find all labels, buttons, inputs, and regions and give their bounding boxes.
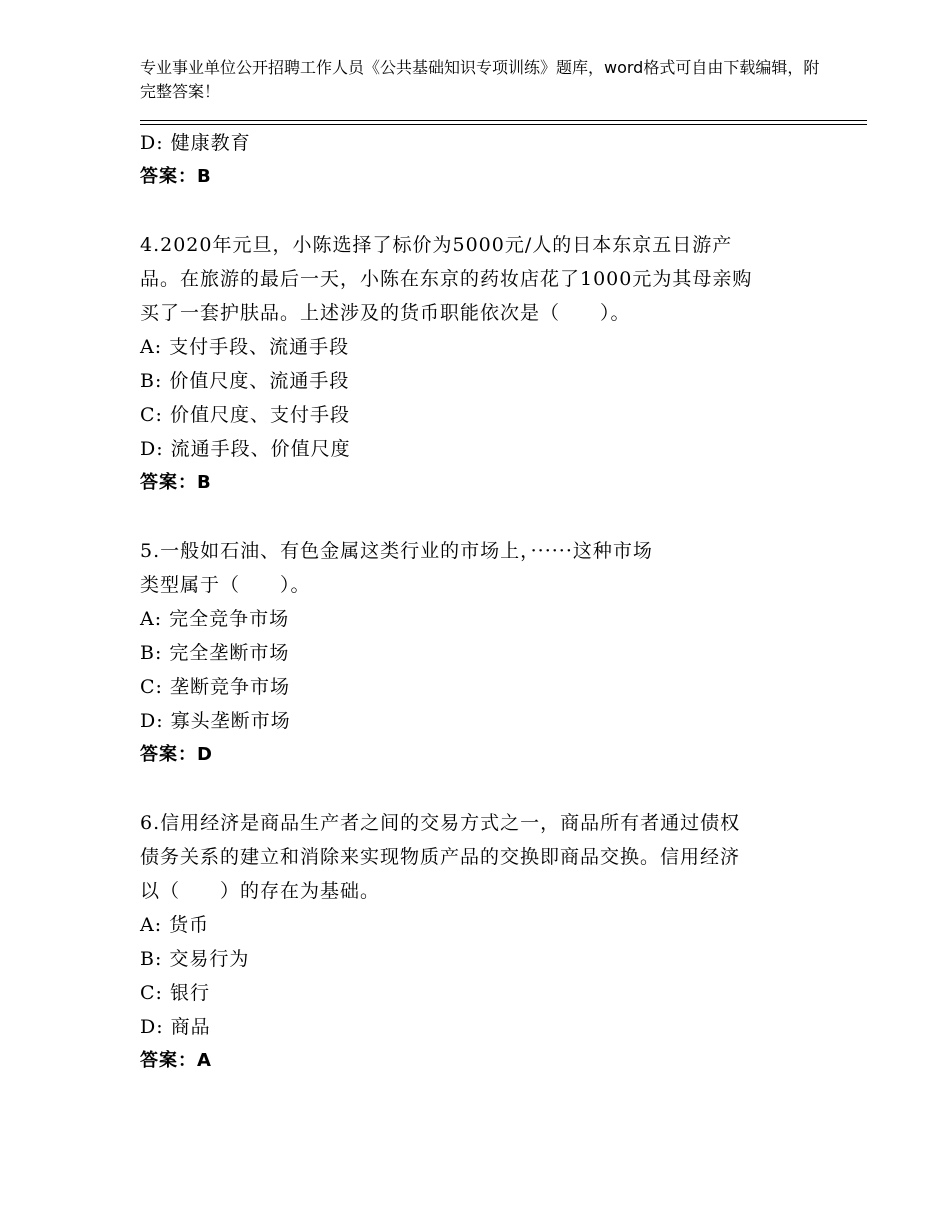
- option-d: D: 商品: [140, 1016, 211, 1038]
- answer: 答案：D: [140, 744, 213, 765]
- question-text-line: 债务关系的建立和消除来实现物质产品的交换即商品交换。信用经济: [140, 846, 741, 868]
- spacer: [140, 500, 820, 534]
- option-b: B: 价值尺度、流通手段: [140, 370, 350, 392]
- question-block: [140, 806, 820, 1078]
- option-c: C: 价值尺度、支付手段: [140, 404, 350, 426]
- option-c: C: 银行: [140, 982, 210, 1004]
- answer: 答案：B: [140, 472, 212, 493]
- question-text-line: 4.2020年元旦，小陈选择了标价为5000元/人的日本东京五日游产: [140, 234, 733, 256]
- spacer: [140, 194, 820, 228]
- option-d: D: 寡头垄断市场: [140, 710, 291, 732]
- option-a: A: 完全竞争市场: [140, 608, 290, 630]
- option-c: C: 垄断竞争市场: [140, 676, 290, 698]
- question-text-line: 以（ ）的存在为基础。: [140, 880, 381, 902]
- question-block: [140, 534, 820, 772]
- page-header: 专业事业单位公开招聘工作人员《公共基础知识专项训练》题库，word格式可自由下载编辑，附完整答案！: [140, 58, 820, 101]
- question-text-line: 买了一套护肤品。上述涉及的货币职能依次是（ ）。: [140, 302, 631, 324]
- option-b: B: 完全垄断市场: [140, 642, 290, 664]
- question-text-line: 品。在旅游的最后一天，小陈在东京的药妆店花了1000元为其母亲购: [140, 268, 753, 290]
- spacer: [140, 772, 820, 806]
- prev-answer: 答案：B: [140, 166, 212, 187]
- question-text-line: 类型属于（ ）。: [140, 574, 311, 596]
- question-text-line: 6.信用经济是商品生产者之间的交易方式之一，商品所有者通过债权: [140, 812, 741, 834]
- question-text-line: 5.一般如石油、有色金属这类行业的市场上，······这种市场: [140, 540, 653, 562]
- option-d: D: 流通手段、价值尺度: [140, 438, 351, 460]
- document-body: [140, 126, 820, 1078]
- question-block: [140, 228, 820, 500]
- option-a: A: 货币: [140, 914, 210, 936]
- option-b: B: 交易行为: [140, 948, 250, 970]
- prev-option-d: D: 健康教育: [140, 132, 251, 154]
- option-a: A: 支付手段、流通手段: [140, 336, 350, 358]
- header-rule: [140, 120, 867, 125]
- answer: 答案：A: [140, 1050, 212, 1071]
